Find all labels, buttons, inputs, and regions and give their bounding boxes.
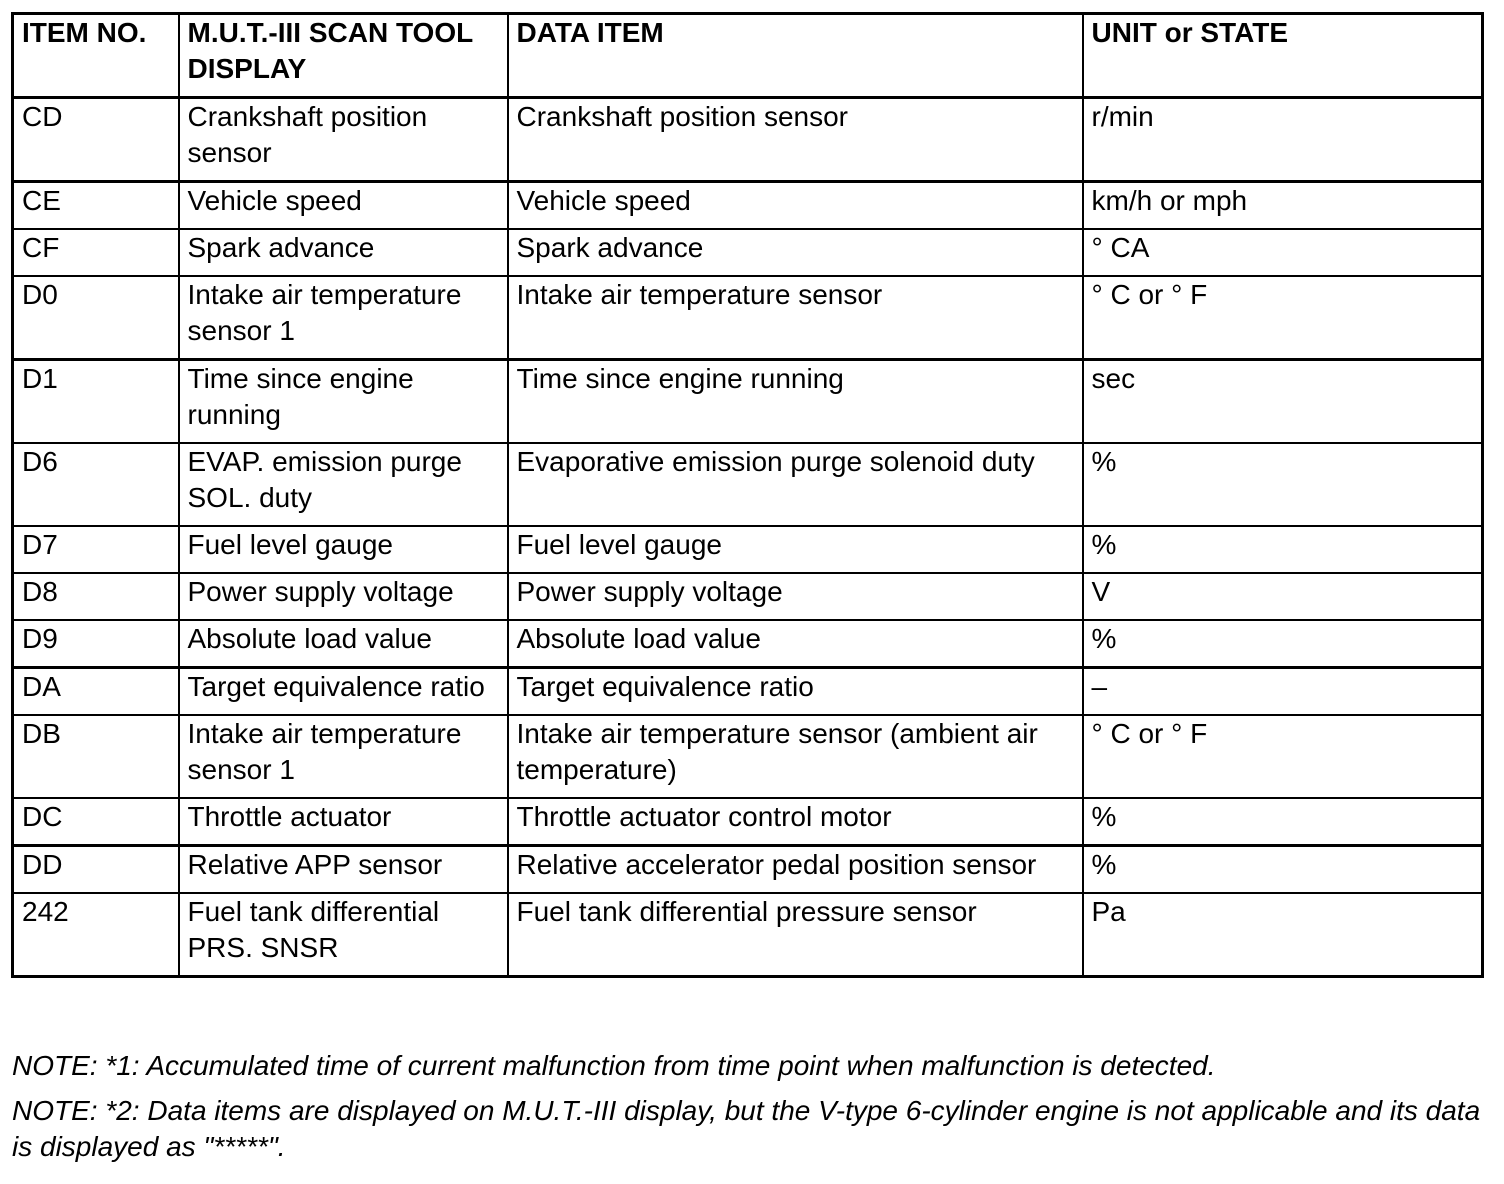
cell-display: Intake air temperature sensor 1 bbox=[179, 276, 508, 360]
data-list-table bbox=[11, 12, 1484, 978]
cell-item-no: D0 bbox=[13, 276, 179, 360]
cell-data-item: Fuel tank differential pressure sensor bbox=[508, 893, 1083, 977]
cell-display: Vehicle speed bbox=[179, 182, 508, 230]
table-row bbox=[13, 668, 1483, 716]
cell-item-no: DB bbox=[13, 715, 179, 798]
cell-unit: % bbox=[1083, 443, 1483, 526]
table-row bbox=[13, 620, 1483, 668]
cell-data-item: Crankshaft position sensor bbox=[508, 98, 1083, 182]
cell-data-item: Spark advance bbox=[508, 229, 1083, 276]
cell-unit: % bbox=[1083, 620, 1483, 668]
cell-unit: ° C or ° F bbox=[1083, 715, 1483, 798]
cell-display: Time since engine running bbox=[179, 360, 508, 444]
table-row bbox=[13, 360, 1483, 444]
cell-data-item: Intake air temperature sensor (ambient air temperature) bbox=[508, 715, 1083, 798]
cell-item-no: D9 bbox=[13, 620, 179, 668]
cell-display: Crankshaft position sensor bbox=[179, 98, 508, 182]
cell-display: Power supply voltage bbox=[179, 573, 508, 620]
cell-display: Throttle actuator bbox=[179, 798, 508, 846]
cell-unit: Pa bbox=[1083, 893, 1483, 977]
cell-data-item: Fuel level gauge bbox=[508, 526, 1083, 573]
cell-unit: km/h or mph bbox=[1083, 182, 1483, 230]
table-row bbox=[13, 893, 1483, 977]
cell-display: Relative APP sensor bbox=[179, 846, 508, 894]
cell-data-item: Vehicle speed bbox=[508, 182, 1083, 230]
cell-data-item: Power supply voltage bbox=[508, 573, 1083, 620]
cell-data-item: Absolute load value bbox=[508, 620, 1083, 668]
cell-display: Fuel tank differential PRS. SNSR bbox=[179, 893, 508, 977]
cell-item-no: DD bbox=[13, 846, 179, 894]
cell-item-no: DC bbox=[13, 798, 179, 846]
header-item-no: ITEM NO. bbox=[13, 14, 179, 98]
cell-unit: – bbox=[1083, 668, 1483, 716]
cell-data-item: Relative accelerator pedal position sensor bbox=[508, 846, 1083, 894]
note-2: NOTE: *2: Data items are displayed on M.U.T.-III display, but the V-type 6-cylinder engine is not applicable and its data is displayed as "*****". bbox=[12, 1095, 1481, 1162]
header-scan-tool-display: M.U.T.-III SCAN TOOL DISPLAY bbox=[179, 14, 508, 98]
cell-item-no: D8 bbox=[13, 573, 179, 620]
table-row bbox=[13, 798, 1483, 846]
cell-item-no: 242 bbox=[13, 893, 179, 977]
header-unit-or-state: UNIT or STATE bbox=[1083, 14, 1483, 98]
note-1: NOTE: *1: Accumulated time of current malfunction from time point when malfunction is detected. bbox=[12, 1050, 1216, 1081]
cell-unit: sec bbox=[1083, 360, 1483, 444]
cell-display: Fuel level gauge bbox=[179, 526, 508, 573]
table-row bbox=[13, 182, 1483, 230]
table-row bbox=[13, 229, 1483, 276]
header-data-item: DATA ITEM bbox=[508, 14, 1083, 98]
cell-data-item: Throttle actuator control motor bbox=[508, 798, 1083, 846]
table-row bbox=[13, 98, 1483, 182]
cell-item-no: DA bbox=[13, 668, 179, 716]
cell-item-no: D6 bbox=[13, 443, 179, 526]
table-row bbox=[13, 715, 1483, 798]
cell-unit: V bbox=[1083, 573, 1483, 620]
table-header-row bbox=[13, 14, 1483, 98]
cell-item-no: CF bbox=[13, 229, 179, 276]
cell-unit: % bbox=[1083, 798, 1483, 846]
cell-display: Spark advance bbox=[179, 229, 508, 276]
table-row bbox=[13, 573, 1483, 620]
cell-data-item: Intake air temperature sensor bbox=[508, 276, 1083, 360]
cell-item-no: D1 bbox=[13, 360, 179, 444]
table-row bbox=[13, 526, 1483, 573]
table-row bbox=[13, 443, 1483, 526]
cell-data-item: Time since engine running bbox=[508, 360, 1083, 444]
cell-data-item: Target equivalence ratio bbox=[508, 668, 1083, 716]
cell-data-item: Evaporative emission purge solenoid duty bbox=[508, 443, 1083, 526]
cell-display: Target equivalence ratio bbox=[179, 668, 508, 716]
cell-item-no: CD bbox=[13, 98, 179, 182]
cell-display: EVAP. emission purge SOL. duty bbox=[179, 443, 508, 526]
table-row bbox=[13, 276, 1483, 360]
cell-item-no: D7 bbox=[13, 526, 179, 573]
cell-unit: % bbox=[1083, 526, 1483, 573]
cell-item-no: CE bbox=[13, 182, 179, 230]
cell-unit: ° C or ° F bbox=[1083, 276, 1483, 360]
cell-unit: % bbox=[1083, 846, 1483, 894]
cell-unit: r/min bbox=[1083, 98, 1483, 182]
table-row bbox=[13, 846, 1483, 894]
cell-display: Absolute load value bbox=[179, 620, 508, 668]
notes-section bbox=[12, 1048, 1482, 1174]
cell-unit: ° CA bbox=[1083, 229, 1483, 276]
cell-display: Intake air temperature sensor 1 bbox=[179, 715, 508, 798]
